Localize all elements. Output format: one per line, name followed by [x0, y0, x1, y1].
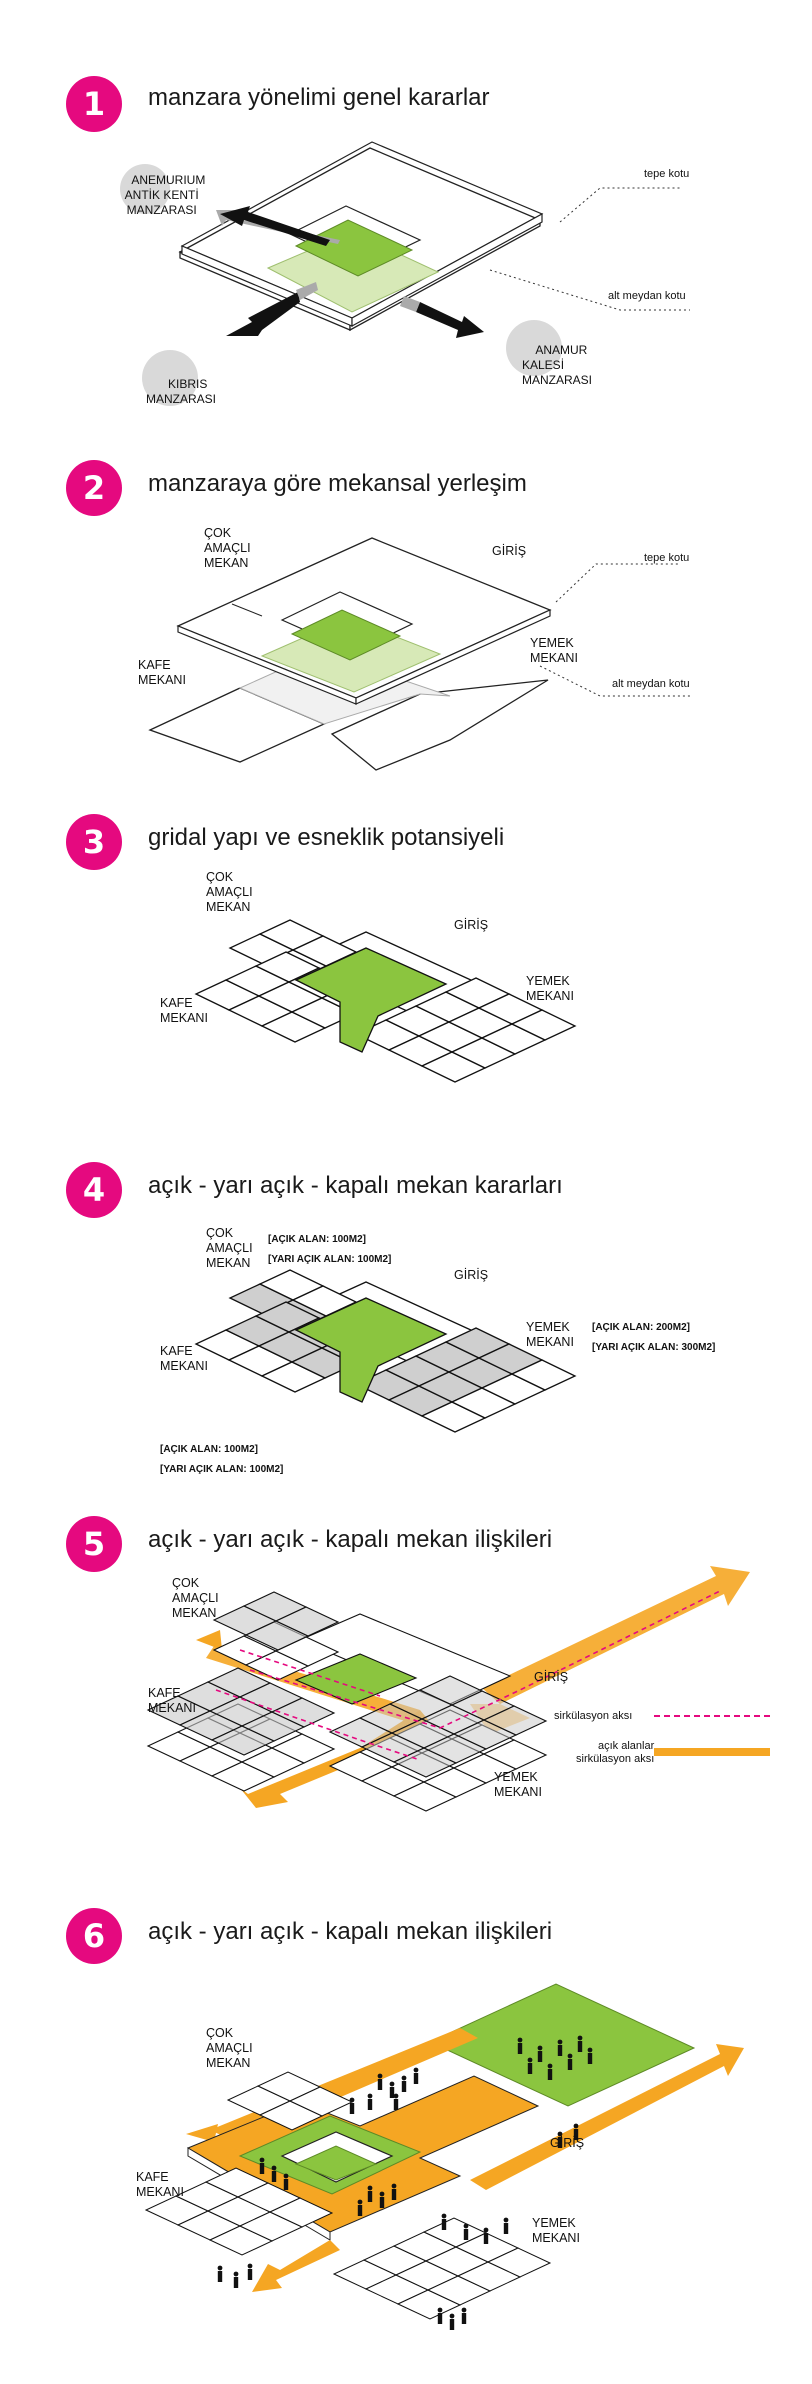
- label-yemek: YEMEK MEKANI: [530, 636, 578, 665]
- person-body: [272, 2171, 276, 2182]
- person-head: [504, 2218, 509, 2223]
- person-body: [234, 2277, 238, 2288]
- label-cok-amacli: ÇOK AMAÇLI MEKAN: [172, 1576, 219, 1620]
- label-giris: GİRİŞ: [534, 1670, 569, 1684]
- area-cok-amacli: [AÇIK ALAN: 100M2] [YARI AÇIK ALAN: 100M2]: [268, 1234, 392, 1265]
- label-kafe: KAFE MEKANI: [148, 1686, 196, 1715]
- label-giris: GİRİŞ: [492, 544, 527, 558]
- person-head: [578, 2036, 583, 2041]
- legend-circulation-axis: sirkülasyon aksı: [554, 1710, 633, 1722]
- label-kafe: KAFE MEKANI: [160, 1344, 208, 1373]
- person-body: [378, 2079, 382, 2090]
- section-title: açık - yarı açık - kapalı mekan kararları: [148, 1172, 563, 1199]
- person-head: [380, 2192, 385, 2197]
- area-yemek: [AÇIK ALAN: 200M2] [YARI AÇIK ALAN: 300M2]: [592, 1322, 716, 1353]
- person-head: [392, 2184, 397, 2189]
- label-yemek: YEMEK MEKANI: [526, 1320, 574, 1349]
- diagram-relations: [0, 1490, 812, 1880]
- person-head: [548, 2064, 553, 2069]
- label-kafe: KAFE MEKANI: [136, 2170, 184, 2199]
- legend-open-circulation: açık alanlar sirkülasyon aksı: [576, 1740, 655, 1765]
- person-head: [484, 2228, 489, 2233]
- section-title: manzaraya göre mekansal yerleşim: [148, 470, 527, 497]
- section-number-badge: 1: [66, 76, 122, 132]
- person-head: [538, 2046, 543, 2051]
- label-yemek: YEMEK MEKANI: [532, 2216, 580, 2245]
- diagram-view-orientation: [0, 0, 812, 440]
- person-body: [528, 2063, 532, 2074]
- person-body: [568, 2059, 572, 2070]
- section-1: [0, 0, 812, 440]
- person-head: [438, 2308, 443, 2313]
- person-body: [260, 2163, 264, 2174]
- section-title: gridal yapı ve esneklik potansiyeli: [148, 824, 505, 851]
- label-giris: GİRİŞ: [550, 2136, 585, 2150]
- person-body: [350, 2103, 354, 2114]
- person-head: [350, 2098, 355, 2103]
- person-head: [462, 2308, 467, 2313]
- person-head: [368, 2094, 373, 2099]
- person-body: [402, 2081, 406, 2092]
- person-body: [558, 2045, 562, 2056]
- person-body: [414, 2073, 418, 2084]
- person-body: [284, 2179, 288, 2190]
- person-body: [518, 2043, 522, 2054]
- person-body: [368, 2099, 372, 2110]
- open-circulation-band: [482, 1566, 750, 1704]
- section-3: [0, 780, 812, 1130]
- person-body: [588, 2053, 592, 2064]
- person-body: [380, 2197, 384, 2208]
- person-body: [538, 2051, 542, 2062]
- person-head: [450, 2314, 455, 2319]
- person-body: [392, 2189, 396, 2200]
- person-head: [260, 2158, 265, 2163]
- label-cok-amacli: ÇOK AMAÇLI MEKAN: [206, 1226, 253, 1270]
- section-number-badge: 2: [66, 460, 122, 516]
- diagram-final-relations: [0, 1880, 812, 2384]
- label-alt-meydan-kotu: alt meydan kotu: [612, 678, 690, 690]
- person-head: [588, 2048, 593, 2053]
- person-head: [528, 2058, 533, 2063]
- person-body: [484, 2233, 488, 2244]
- person-head: [574, 2124, 579, 2129]
- label-anemurium: ANEMURIUM ANTİK KENTİ MANZARASI: [118, 158, 205, 218]
- arrow-kibris: [226, 292, 300, 336]
- label-kafe: KAFE MEKANI: [160, 996, 208, 1025]
- person-head: [394, 2094, 399, 2099]
- section-number-badge: 5: [66, 1516, 122, 1572]
- person-head: [518, 2038, 523, 2043]
- person-body: [358, 2205, 362, 2216]
- label-cok-amacli: ÇOK AMAÇLI MEKAN: [204, 526, 251, 570]
- section-number-badge: 6: [66, 1908, 122, 1964]
- person-body: [462, 2313, 466, 2324]
- section-6: [0, 1880, 812, 2384]
- person-head: [402, 2076, 407, 2081]
- person-body: [578, 2041, 582, 2052]
- diagram-grid: [0, 780, 812, 1130]
- arrow-anamur: [416, 302, 484, 338]
- person-head: [390, 2082, 395, 2087]
- area-kafe: [AÇIK ALAN: 100M2] [YARI AÇIK ALAN: 100M2]: [160, 1444, 284, 1475]
- person-body: [504, 2223, 508, 2234]
- section-title: manzara yönelimi genel kararlar: [148, 84, 490, 111]
- person-head: [358, 2200, 363, 2205]
- label-tepe-kotu: tepe kotu: [644, 168, 690, 180]
- section-5: [0, 1490, 812, 1880]
- section-2: [0, 440, 812, 780]
- label-giris: GİRİŞ: [454, 918, 489, 932]
- person-body: [248, 2269, 252, 2280]
- section-number-badge: 3: [66, 814, 122, 870]
- person-head: [558, 2040, 563, 2045]
- person-body: [218, 2271, 222, 2282]
- label-kafe: KAFE MEKANI: [138, 658, 186, 687]
- person-body: [394, 2099, 398, 2110]
- person-body: [464, 2229, 468, 2240]
- person-body: [438, 2313, 442, 2324]
- diagram-open-closed: [0, 1130, 812, 1490]
- person-head: [248, 2264, 253, 2269]
- person-head: [368, 2186, 373, 2191]
- section-title: açık - yarı açık - kapalı mekan ilişkileri: [148, 1526, 553, 1553]
- label-kibris: KIBRIS MANZARASI: [146, 362, 216, 407]
- person-body: [450, 2319, 454, 2330]
- person-head: [414, 2068, 419, 2073]
- label-alt-meydan-kotu: alt meydan kotu: [608, 290, 686, 302]
- label-yemek: YEMEK MEKANI: [494, 1770, 542, 1799]
- person-head: [218, 2266, 223, 2271]
- person-head: [272, 2166, 277, 2171]
- person-body: [548, 2069, 552, 2080]
- label-cok-amacli: ÇOK AMAÇLI MEKAN: [206, 2026, 253, 2070]
- person-head: [442, 2214, 447, 2219]
- label-tepe-kotu: tepe kotu: [644, 552, 690, 564]
- person-body: [442, 2219, 446, 2230]
- label-cok-amacli: ÇOK AMAÇLI MEKAN: [206, 870, 253, 914]
- section-title: açık - yarı açık - kapalı mekan ilişkileri: [148, 1918, 553, 1945]
- section-number-badge: 4: [66, 1162, 122, 1218]
- diagram-spatial-placement: [0, 440, 812, 780]
- person-head: [568, 2054, 573, 2059]
- open-circulation-arrow-front: [252, 2240, 340, 2292]
- section-4: [0, 1130, 812, 1490]
- person-head: [284, 2174, 289, 2179]
- person-body: [368, 2191, 372, 2202]
- label-anamur: ANAMUR KALESİ MANZARASI: [522, 328, 592, 388]
- label-yemek: YEMEK MEKANI: [526, 974, 574, 1003]
- person-head: [234, 2272, 239, 2277]
- person-head: [464, 2224, 469, 2229]
- label-giris: GİRİŞ: [454, 1268, 489, 1282]
- person-body: [390, 2087, 394, 2098]
- person-head: [378, 2074, 383, 2079]
